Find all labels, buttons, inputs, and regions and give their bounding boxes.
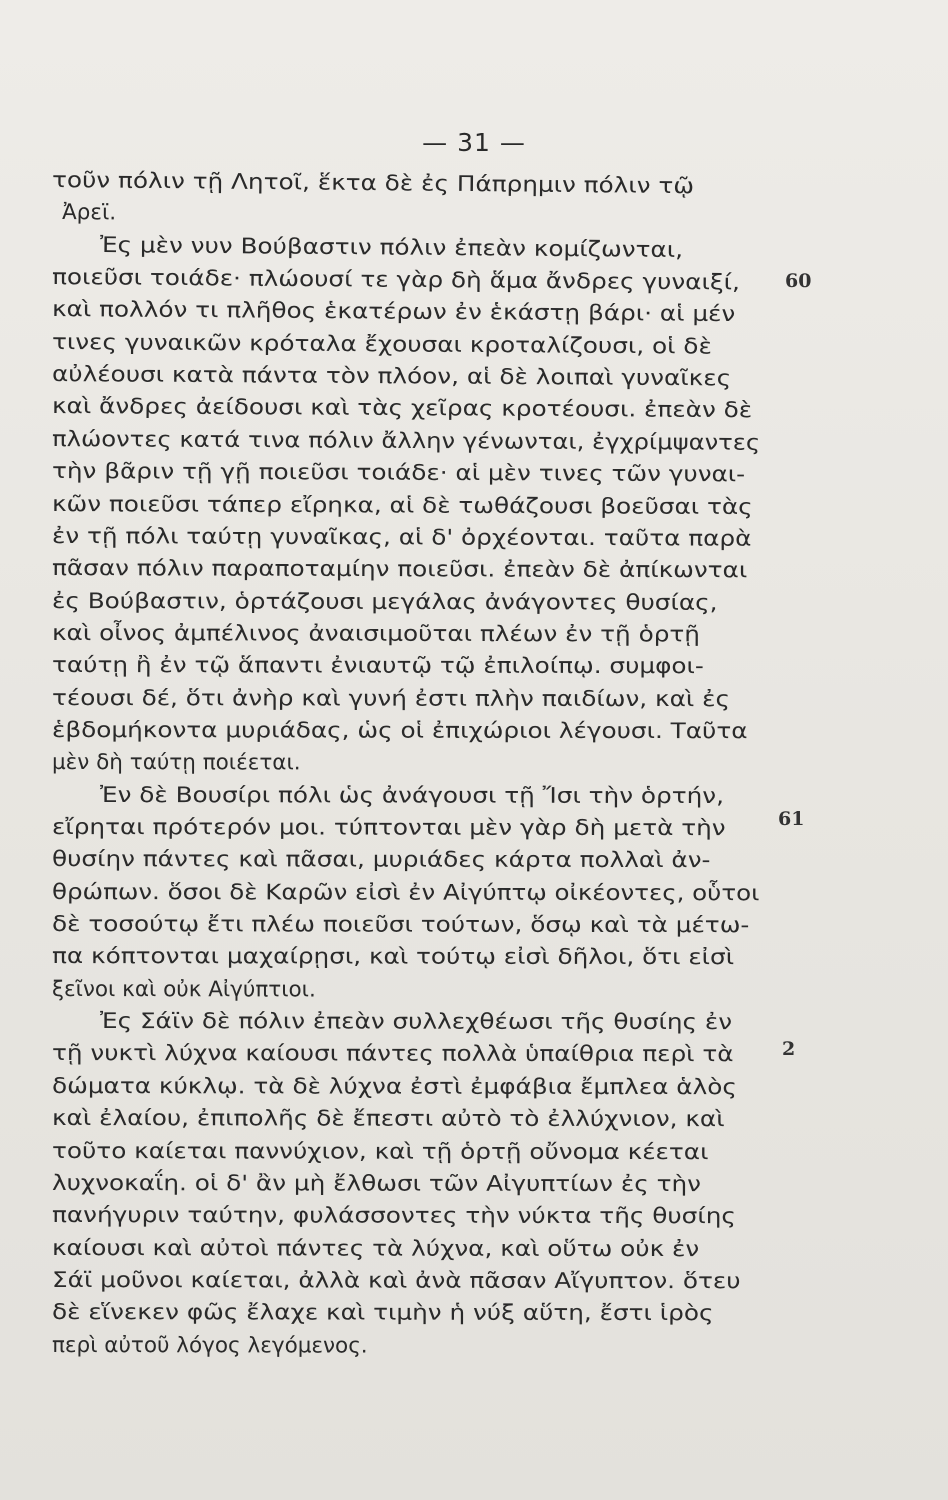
text-line: εἴρηται πρότερόν μοι. τύπτονται μὲν γὰρ δὴ μετὰ τὴν bbox=[51, 815, 726, 842]
text-line: καὶ πολλόν τι πλῆθος ἑκατέρων ἐν ἑκάστῃ βάρι· αἱ μέν bbox=[51, 297, 736, 328]
text-line: πλώοντες κατά τινα πόλιν ἄλλην γένωνται, ἐγχρίμψαντες bbox=[51, 426, 761, 456]
text-line: τοῦτο καίεται παννύχιον, καὶ τῇ ὁρτῇ οὔνομα κέεται bbox=[51, 1138, 709, 1165]
text-line: μὲν δὴ ταύτῃ ποιέεται. bbox=[51, 750, 301, 776]
text-line: Ἀρεϊ. bbox=[61, 200, 117, 226]
text-line: Ἐς Σάϊν δὲ πόλιν ἐπεὰν συλλεχθέωσι τῆς θυσίης ἐν bbox=[99, 1009, 733, 1036]
text-line: κῶν ποιεῦσι τάπερ εἴρηκα, αἱ δὲ τωθάζουσι βοεῦσαι τὰς bbox=[51, 491, 753, 520]
text-line: ἐς Βούβαστιν, ὁρτάζουσι μεγάλας ἀνάγοντες θυσίας, bbox=[51, 588, 718, 616]
text-line: Ἐς μὲν νυν Βούβαστιν πόλιν ἐπεὰν κομίζωνται, bbox=[99, 232, 684, 263]
text-line: δώματα κύκλῳ. τὰ δὲ λύχνα ἐστὶ ἐμφάβια ἔμπλεα ἁλὸς bbox=[51, 1073, 737, 1100]
text-line: ἐν τῇ πόλι ταύτῃ γυναῖκας, αἱ δ' ὀρχέονται. ταῦτα παρὰ bbox=[51, 523, 752, 552]
text-line: θρώπων. ὅσοι δὲ Καρῶν εἰσὶ ἐν Αἰγύπτῳ οἰκέοντες, οὗτοι bbox=[51, 879, 760, 906]
text-line: πᾶσαν πόλιν παραποταμίην ποιεῦσι. ἐπεὰν δὲ ἀπίκωνται bbox=[51, 556, 748, 584]
text-line: θυσίην πάντες καὶ πᾶσαι, μυριάδες κάρτα πολλαὶ ἀν- bbox=[51, 847, 711, 874]
text-line: ἑβδομήκοντα μυριάδας, ὡς οἱ ἐπιχώριοι λέγουσι. Ταῦτα bbox=[51, 717, 748, 745]
text-line: τοῦν πόλιν τῇ Λητοῖ, ἕκτα δὲ ἐς Πάπρημιν πόλιν τῷ bbox=[51, 168, 695, 200]
margin-chapter-number: 60 bbox=[785, 270, 812, 292]
text-line: δὲ τοσούτῳ ἔτι πλέω ποιεῦσι τούτων, ὅσῳ καὶ τὰ μέτω- bbox=[51, 912, 750, 939]
text-line: αὐλέουσι κατὰ πάντα τὸν πλόον, αἱ δὲ λοιπαὶ γυναῖκες bbox=[51, 362, 732, 392]
text-line: ξεῖνοι καὶ οὐκ Αἰγύπτιοι. bbox=[51, 976, 316, 1003]
text-line: δὲ εἵνεκεν φῶς ἔλαχε καὶ τιμὴν ἡ νύξ αὕτη, ἔστι ἱρὸς bbox=[51, 1300, 714, 1327]
text-line: ταύτῃ ἢ ἐν τῷ ἅπαντι ἐνιαυτῷ τῷ ἐπιλοίπῳ. συμφοι- bbox=[51, 653, 704, 680]
text-line: Ἐν δὲ Βουσίρι πόλι ὡς ἀνάγουσι τῇ Ἴσι τὴν ὁρτήν, bbox=[99, 782, 724, 809]
text-line: καὶ ἐλαίου, ἐπιπολῆς δὲ ἔπεστι αὐτὸ τὸ ἐλλύχνιον, καὶ bbox=[51, 1106, 725, 1133]
text-line: τινες γυναικῶν κρόταλα ἔχουσαι κροταλίζουσι, οἱ δὲ bbox=[51, 329, 712, 360]
text-line: τέουσι δέ, ὅτι ἀνὴρ καὶ γυνή ἐστι πλὴν παιδίων, καὶ ἐς bbox=[51, 685, 731, 712]
text-line: πανήγυριν ταύτην, φυλάσσοντες τὴν νύκτα τῆς θυσίης bbox=[51, 1203, 736, 1230]
text-line: περὶ αὐτοῦ λόγος λεγόμενος. bbox=[51, 1332, 368, 1359]
text-line: τὴν βᾶριν τῇ γῇ ποιεῦσι τοιάδε· αἱ μὲν τινες τῶν γυναι- bbox=[51, 459, 746, 488]
text-line: Σάϊ μοῦνοι καίεται, ἀλλὰ καὶ ἀνὰ πᾶσαν Αἴγυπτον. ὅτευ bbox=[51, 1267, 741, 1295]
page-number: — 31 — bbox=[422, 128, 526, 157]
text-line: καὶ οἶνος ἀμπέλινος ἀναισιμοῦται πλέων ἐν τῇ ὁρτῇ bbox=[51, 620, 700, 648]
text-line: καίουσι καὶ αὐτοὶ πάντες τὰ λύχνα, καὶ οὕτω οὐκ ἐν bbox=[51, 1235, 700, 1262]
text-line: τῇ νυκτὶ λύχνα καίουσι πάντες πολλὰ ὑπαίθρια περὶ τὰ bbox=[51, 1041, 734, 1068]
margin-chapter-number: 2 bbox=[782, 1038, 796, 1060]
text-line: πα κόπτονται μαχαίρῃσι, καὶ τούτῳ εἰσὶ δῆλοι, ὅτι εἰσὶ bbox=[51, 944, 735, 971]
text-line: λυχνοκαΐη. οἱ δ' ἂν μὴ ἔλθωσι τῶν Αἰγυπτίων ἐς τὴν bbox=[51, 1170, 701, 1197]
text-line: ποιεῦσι τοιάδε· πλώουσί τε γὰρ δὴ ἅμα ἄνδρες γυναιξί, bbox=[51, 265, 741, 296]
margin-chapter-number: 61 bbox=[778, 808, 805, 830]
text-line: καὶ ἄνδρες ἀείδουσι καὶ τὰς χεῖρας κροτέουσι. ἐπεὰν δὲ bbox=[51, 394, 753, 424]
